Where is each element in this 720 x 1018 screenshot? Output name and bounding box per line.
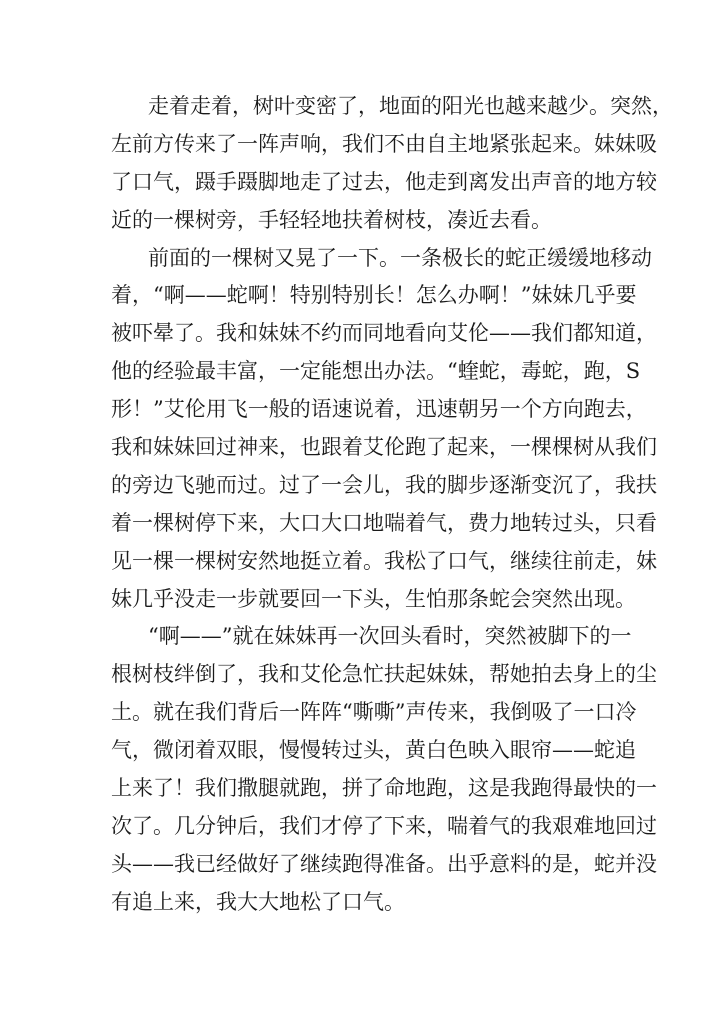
text-line: 气，微闭着双眼，慢慢转过头，黄白色映入眼帘——蛇追 xyxy=(111,738,636,763)
text-line: 近的一棵树旁，手轻轻地扶着树枝，凑近去看。 xyxy=(111,207,552,232)
text-line: 土。就在我们背后一阵阵“嘶嘶”声传来，我倒吸了一口冷 xyxy=(111,700,637,725)
text-line: “啊——”就在妹妹再一次回头看时，突然被脚下的一 xyxy=(148,624,632,649)
text-line: 了口气，蹑手蹑脚地走了过去，他走到离发出声音的地方较 xyxy=(111,169,657,194)
paragraph-1 xyxy=(111,88,673,240)
paragraph-3 xyxy=(111,618,657,921)
text-line: 头——我已经做好了继续跑得准备。出乎意料的是，蛇并没 xyxy=(111,851,657,876)
text-line: 次了。几分钟后，我们才停了下来，喘着气的我艰难地回过 xyxy=(111,813,657,838)
text-line: 有追上来，我大大地松了口气。 xyxy=(111,889,405,914)
text-line: 前面的一棵树又晃了一下。一条极长的蛇正缓缓地移动 xyxy=(148,245,652,270)
text-line: 左前方传来了一阵声响，我们不由自主地紧张起来。妹妹吸 xyxy=(111,131,657,156)
text-line: 他的经验最丰富，一定能想出办法。“蝰蛇，毒蛇，跑，S xyxy=(111,359,641,384)
text-line: 着，“啊——蛇啊！特别特别长！怎么办啊！”妹妹几乎要 xyxy=(111,283,637,308)
text-line: 被吓晕了。我和妹妹不约而同地看向艾伦——我们都知道， xyxy=(111,321,657,346)
text-line: 走着走着，树叶变密了，地面的阳光也越来越少。突然， xyxy=(148,94,673,118)
text-line: 根树枝绊倒了，我和艾伦急忙扶起妹妹，帮她拍去身上的尘 xyxy=(111,662,657,687)
text-line: 见一棵一棵树安然地挺立着。我松了口气，继续往前走，妹 xyxy=(111,548,657,573)
text-line: 着一棵树停下来，大口大口地喘着气，费力地转过头，只看 xyxy=(111,510,657,535)
text-line: 的旁边飞驰而过。过了一会儿，我的脚步逐渐变沉了，我扶 xyxy=(111,472,657,497)
paragraph-2 xyxy=(111,240,657,619)
story-text xyxy=(111,88,673,922)
text-line: 我和妹妹回过神来，也跟着艾伦跑了起来，一棵棵树从我们 xyxy=(111,435,657,460)
text-line: 形！”艾伦用飞一般的语速说着，迅速朝另一个方向跑去， xyxy=(111,397,647,422)
text-line: 妹几乎没走一步就要回一下头，生怕那条蛇会突然出现。 xyxy=(111,586,636,611)
text-line: 上来了！我们撒腿就跑，拼了命地跑，这是我跑得最快的一 xyxy=(111,776,657,801)
